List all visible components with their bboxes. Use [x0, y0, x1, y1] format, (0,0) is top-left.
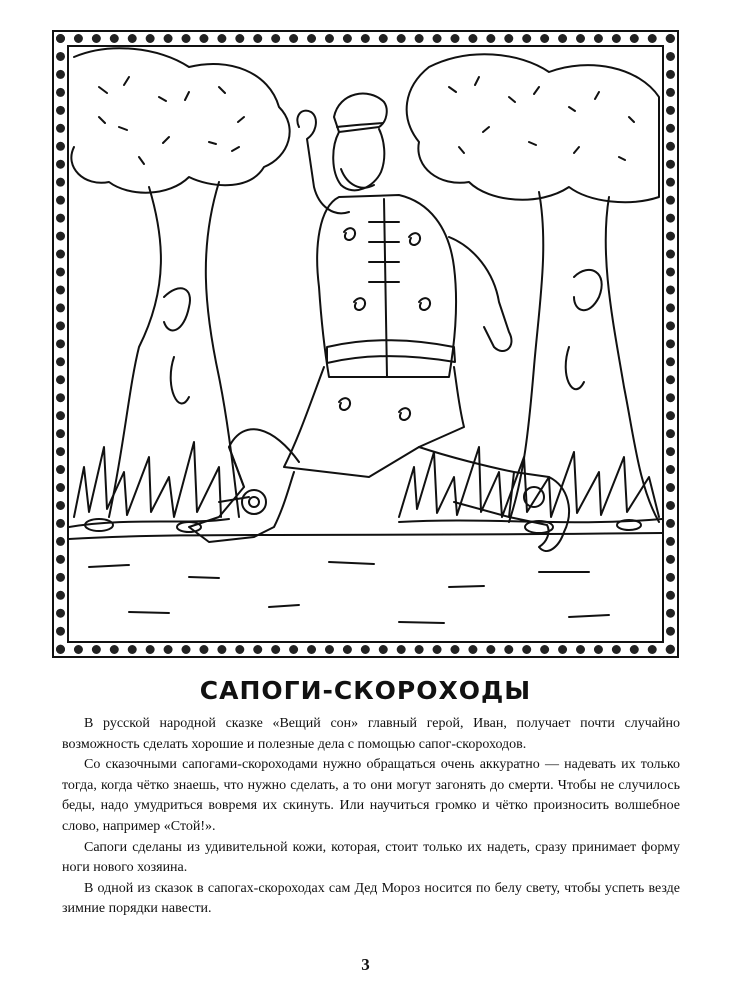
page-number: 3: [361, 955, 370, 974]
page-title: САПОГИ-СКОРОХОДЫ: [199, 676, 532, 705]
paragraph: В одной из сказок в сапогах-скороходах сам Дед Мороз носится по белу свету, чтобы успеть везде зимние порядки навести.: [62, 880, 680, 917]
paragraph: В русской народной сказке «Вещий сон» главный герой, Иван, получает почти случайно возможность сделать хорошие и полезные дела с помощью сапог-скороходов.: [62, 716, 680, 752]
ground-icon: [69, 519, 662, 623]
paragraph: Со сказочными сапогами-скороходами нужно обращаться очень аккуратно — надевать их только тогда, когда чётко знаешь, что нужно сделать, а то они могут загонять до смерти. Чтобы не случилось беды, надо умудриться вовремя их скинуть. Или научиться громко и чётко произносить волшебное слово, например «Стой!».: [62, 757, 680, 834]
coloring-illustration: [67, 45, 664, 643]
grass-icon: [74, 442, 659, 517]
paragraph: Сапоги сделаны из удивительной кожи, которая, стоит только их надеть, сразу принимает форму ноги нового хозяина.: [62, 839, 680, 876]
article-body: [62, 714, 680, 920]
right-tree-icon: [407, 54, 659, 522]
hero-ivan-icon: [189, 94, 569, 551]
